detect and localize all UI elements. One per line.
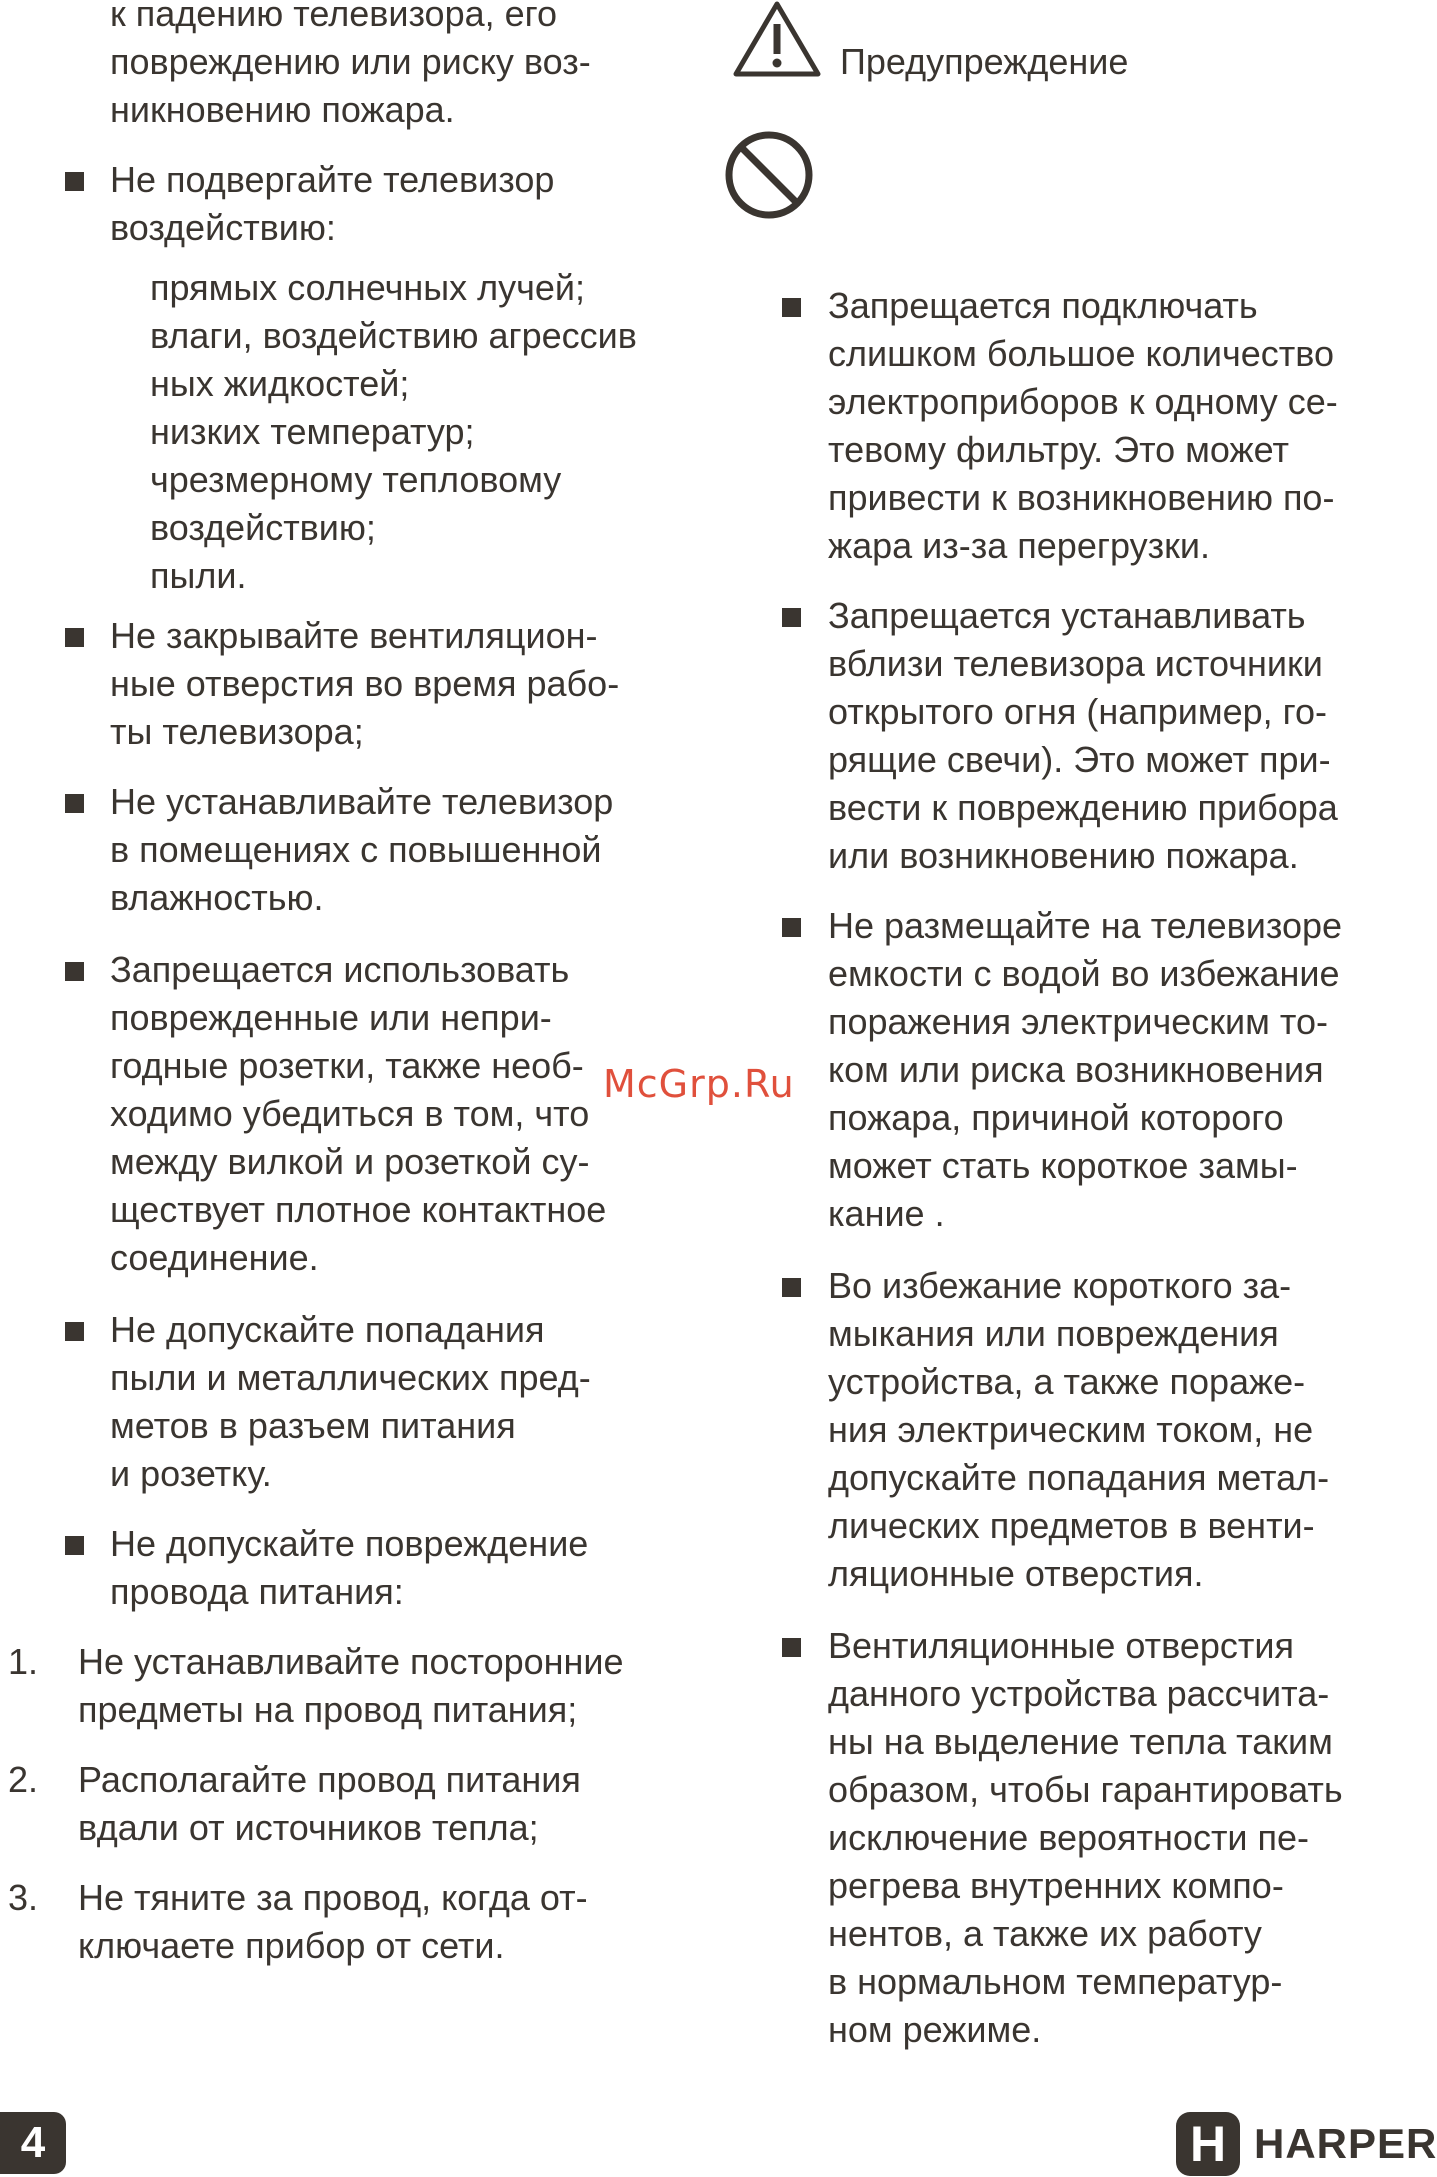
text-line: ходимо убедиться в том, что (110, 1093, 590, 1134)
text-line: ные отверстия во время рабо- (110, 663, 620, 704)
text-line: никновению пожара. (110, 89, 455, 130)
brand-name: HARPER (1254, 2120, 1437, 2167)
paragraph-overload (828, 282, 1383, 570)
text-line: рящие свечи). Это может при- (828, 739, 1331, 780)
bullet-marker (782, 298, 801, 317)
text-line: вдали от источников тепла; (78, 1807, 539, 1848)
text-line: Не размещайте на телевизоре (828, 905, 1343, 946)
text-line: вести к повреждению прибора (828, 787, 1338, 828)
bullet-marker (782, 608, 801, 627)
text-line: Запрещается устанавливать (828, 595, 1306, 636)
text-line: Не подвергайте телевизор (110, 159, 555, 200)
warning-title: Предупреждение (840, 41, 1129, 82)
text-line: открытого огня (например, го- (828, 691, 1328, 732)
paragraph-ventilation-design (828, 1622, 1383, 2054)
watermark: McGrp.Ru (603, 1062, 795, 1106)
text-line: ключаете прибор от сети. (78, 1925, 505, 1966)
text-line: исключение вероятности пе- (828, 1817, 1310, 1858)
bullet-marker (65, 1322, 84, 1341)
text-line: предметы на провод питания; (78, 1689, 578, 1730)
text-line: ты телевизора; (110, 711, 364, 752)
paragraph-humidity (110, 778, 665, 922)
text-line: нентов, а также их работу (828, 1913, 1262, 1954)
text-line: или возникновению пожара. (828, 835, 1299, 876)
list-number: 3. (8, 1877, 39, 1918)
text-line: годные розетки, также необ- (110, 1045, 584, 1086)
intro-paragraph (110, 0, 665, 134)
text-line: Располагайте провод питания (78, 1759, 581, 1800)
paragraph-ventilation (110, 612, 665, 756)
text-line: допускайте попадания метал- (828, 1457, 1330, 1498)
text-line: данного устройства рассчита- (828, 1673, 1330, 1714)
text-line: Запрещается использовать (110, 949, 570, 990)
text-line: электроприборов к одному се- (828, 381, 1338, 422)
text-line: устройства, а также пораже- (828, 1361, 1306, 1402)
text-line: пыли и металлических пред- (110, 1357, 591, 1398)
text-line: может стать короткое замы- (828, 1145, 1298, 1186)
text-line: провода питания: (110, 1571, 404, 1612)
text-line: Во избежание короткого за- (828, 1265, 1292, 1306)
bullet-marker (782, 918, 801, 937)
numbered-item (78, 1756, 668, 1852)
paragraph-cord (110, 1520, 665, 1616)
text-line: регрева внутренних компо- (828, 1865, 1284, 1906)
text-line: низких температур; (150, 411, 475, 452)
text-line: поражения электрическим то- (828, 1001, 1329, 1042)
text-line: кание . (828, 1193, 945, 1234)
text-line: ком или риска возникновения (828, 1049, 1324, 1090)
warning-triangle-icon (732, 0, 822, 78)
list-number: 1. (8, 1641, 39, 1682)
text-line: тевому фильтру. Это может (828, 429, 1289, 470)
text-line: мыкания или повреждения (828, 1313, 1279, 1354)
text-line: ществует плотное контактное (110, 1189, 607, 1230)
prohibition-icon (722, 128, 816, 222)
text-line: и розетку. (110, 1453, 272, 1494)
text-line: образом, чтобы гарантировать (828, 1769, 1343, 1810)
text-line: Не устанавливайте телевизор (110, 781, 614, 822)
bullet-marker (782, 1638, 801, 1657)
text-line: Не допускайте повреждение (110, 1523, 589, 1564)
bullet-marker (65, 962, 84, 981)
brand-logo-mark: H (1176, 2112, 1240, 2176)
text-line: ном режиме. (828, 2009, 1042, 2050)
text-line: Запрещается подключать (828, 285, 1258, 326)
text-line: ния электрическим током, не (828, 1409, 1314, 1450)
text-line: к падению телевизора, его (110, 0, 558, 34)
page-number: 4 (0, 2112, 66, 2174)
text-line: пожара, причиной которого (828, 1097, 1284, 1138)
list-number: 2. (8, 1759, 39, 1800)
text-line: жара из-за перегрузки. (828, 525, 1210, 566)
text-line: Не закрывайте вентиляцион- (110, 615, 598, 656)
paragraph-dust (110, 1306, 665, 1498)
numbered-item (78, 1638, 668, 1734)
text-line: вблизи телевизора источники (828, 643, 1323, 684)
text-line: воздействию: (110, 207, 336, 248)
text-line: лических предметов в венти- (828, 1505, 1315, 1546)
text-line: емкости с водой во избежание (828, 953, 1340, 994)
text-line: привести к возникновению по- (828, 477, 1335, 518)
text-line: ны на выделение тепла таким (828, 1721, 1333, 1762)
paragraph-sunlight (110, 156, 665, 252)
text-line: соединение. (110, 1237, 319, 1278)
paragraph-sockets (110, 946, 665, 1282)
text-line: ляционные отверстия. (828, 1553, 1204, 1594)
bullet-marker (65, 172, 84, 191)
text-line: ных жидкостей; (150, 363, 410, 404)
text-line: метов в разъем питания (110, 1405, 516, 1446)
text-line: в помещениях с повышенной (110, 829, 602, 870)
bullet-marker (782, 1278, 801, 1297)
text-line: пыли. (150, 555, 247, 596)
paragraph-water (828, 902, 1383, 1238)
text-line: слишком большое количество (828, 333, 1334, 374)
text-line: влаги, воздействию агрессив (150, 315, 637, 356)
text-line: влажностью. (110, 877, 324, 918)
text-line: воздействию; (150, 507, 376, 548)
text-line: поврежденные или непри- (110, 997, 552, 1038)
bullet-marker (65, 1536, 84, 1555)
text-line: Не тяните за провод, когда от- (78, 1877, 588, 1918)
exposure-sublist (150, 264, 670, 600)
numbered-item (78, 1874, 668, 1970)
text-line: повреждению или риску воз- (110, 41, 591, 82)
paragraph-short-circuit (828, 1262, 1383, 1598)
text-line: прямых солнечных лучей; (150, 267, 585, 308)
paragraph-open-fire (828, 592, 1383, 880)
text-line: чрезмерному тепловому (150, 459, 562, 500)
text-line: в нормальном температур- (828, 1961, 1283, 2002)
text-line: между вилкой и розеткой су- (110, 1141, 590, 1182)
bullet-marker (65, 794, 84, 813)
text-line: Не допускайте попадания (110, 1309, 545, 1350)
text-line: Вентиляционные отверстия (828, 1625, 1294, 1666)
text-line: Не устанавливайте посторонние (78, 1641, 624, 1682)
bullet-marker (65, 628, 84, 647)
